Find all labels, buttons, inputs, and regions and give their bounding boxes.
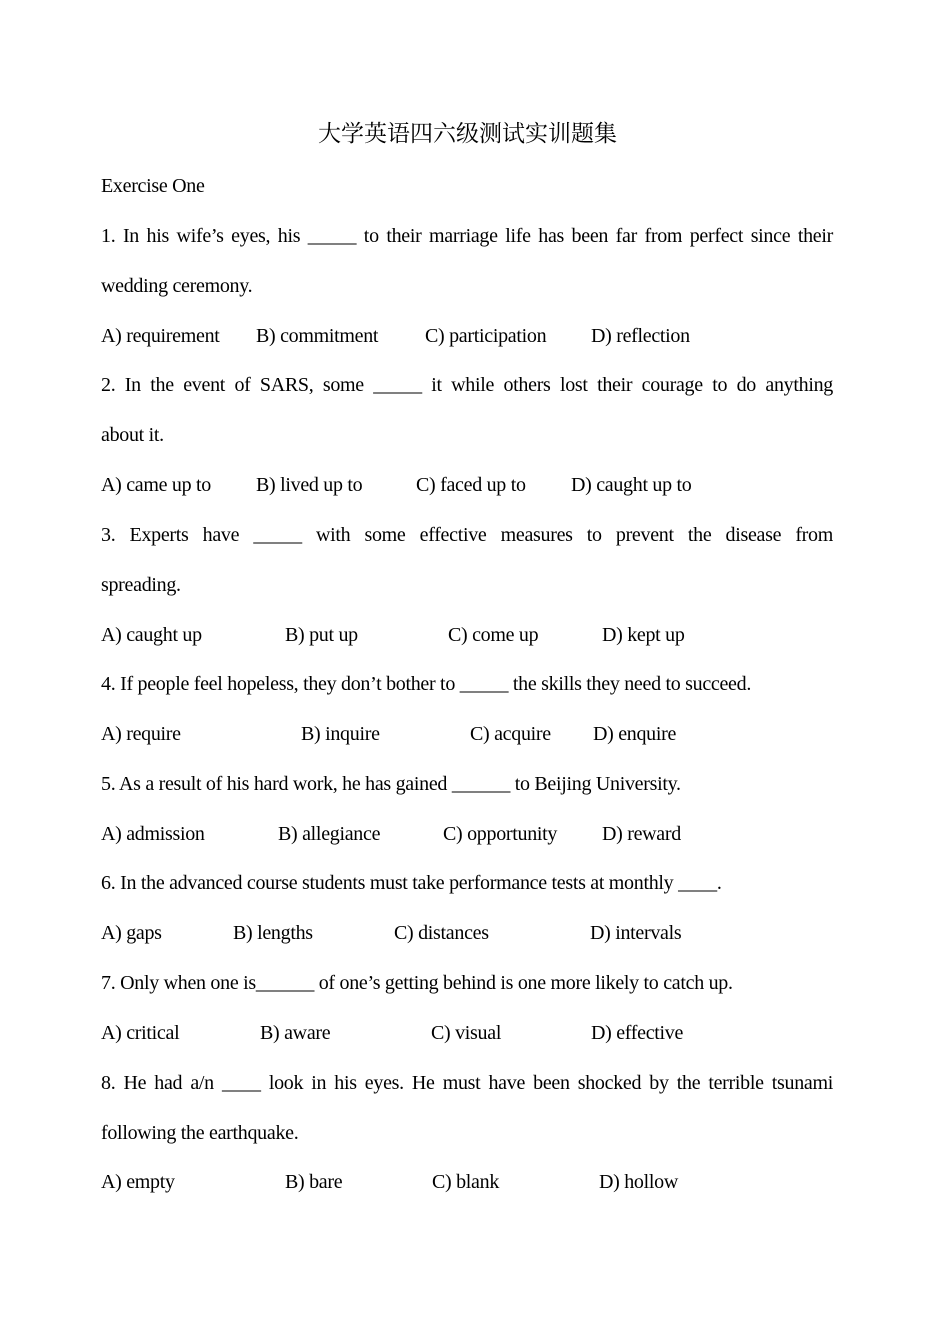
question-3-text-line-2: spreading. (101, 574, 181, 596)
question-2-option-b: B) lived up to (256, 474, 363, 496)
question-4-option-a: A) require (101, 723, 181, 745)
question-4-option-b: B) inquire (301, 723, 380, 745)
question-3-option-a: A) caught up (101, 624, 202, 646)
question-6-text-line-1: 6. In the advanced course students must take performance tests at monthly ____. (101, 872, 722, 894)
question-1-option-a: A) requirement (101, 325, 220, 347)
question-6-option-a: A) gaps (101, 922, 162, 944)
question-3-option-c: C) come up (448, 624, 539, 646)
question-8-text-line-2: following the earthquake. (101, 1122, 299, 1144)
question-2-text-line-2: about it. (101, 424, 164, 446)
question-4-option-c: C) acquire (470, 723, 551, 745)
question-5-text-line-1: 5. As a result of his hard work, he has gained ______ to Beijing University. (101, 773, 681, 795)
question-3-option-b: B) put up (285, 624, 358, 646)
question-2-option-d: D) caught up to (571, 474, 692, 496)
question-3-option-d: D) kept up (602, 624, 685, 646)
question-7-option-c: C) visual (431, 1022, 502, 1044)
question-7-text-line-1: 7. Only when one is______ of one’s getting behind is one more likely to catch up. (101, 972, 733, 994)
question-5-option-b: B) allegiance (278, 823, 381, 845)
question-4-text-line-1: 4. If people feel hopeless, they don’t bother to _____ the skills they need to succeed. (101, 673, 752, 695)
question-6-option-c: C) distances (394, 922, 489, 944)
question-1-option-c: C) participation (425, 325, 547, 347)
question-1-text-line-2: wedding ceremony. (101, 275, 253, 297)
question-5-option-a: A) admission (101, 823, 205, 845)
question-7-option-b: B) aware (260, 1022, 331, 1044)
question-2-option-a: A) came up to (101, 474, 211, 496)
question-6-option-b: B) lengths (233, 922, 313, 944)
question-2-text-line-1: 2. In the event of SARS, some _____ it while others lost their courage to do anything (101, 374, 833, 396)
question-6-option-d: D) intervals (590, 922, 682, 944)
question-7-option-a: A) critical (101, 1022, 180, 1044)
question-8-option-a: A) empty (101, 1171, 175, 1193)
question-5-option-c: C) opportunity (443, 823, 558, 845)
question-1-option-b: B) commitment (256, 325, 379, 347)
question-8-option-c: C) blank (432, 1171, 500, 1193)
question-1-option-d: D) reflection (591, 325, 690, 347)
question-8-text-line-1: 8. He had a/n ____ look in his eyes. He must have been shocked by the terrible tsunami (101, 1072, 833, 1094)
question-1-text-line-1: 1. In his wife’s eyes, his _____ to their marriage life has been far from perfect since their (101, 225, 833, 247)
question-2-option-c: C) faced up to (416, 474, 526, 496)
question-3-text-line-1: 3. Experts have _____ with some effective measures to prevent the disease from (101, 524, 833, 546)
question-8-option-b: B) bare (285, 1171, 343, 1193)
question-8-option-d: D) hollow (599, 1171, 678, 1193)
exercise-heading: Exercise One (101, 175, 205, 197)
question-7-option-d: D) effective (591, 1022, 684, 1044)
document-title: 大学英语四六级测试实训题集 (318, 121, 617, 146)
question-4-option-d: D) enquire (593, 723, 677, 745)
question-5-option-d: D) reward (602, 823, 681, 845)
